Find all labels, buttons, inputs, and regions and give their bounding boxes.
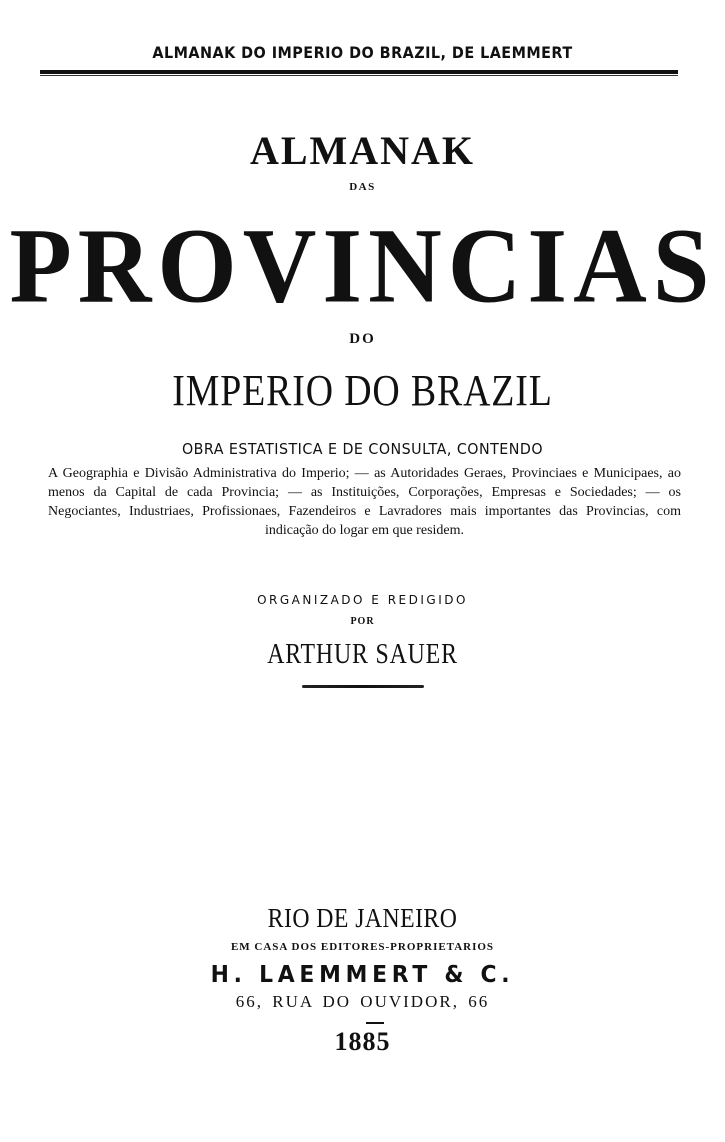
ornamental-rule [302,685,424,688]
imprint-publisher: H. LAEMMERT & C. [210,962,515,988]
imprint-city: RIO DE JANEIRO [267,903,458,933]
running-head: ALMANAK DO IMPERIO DO BRAZIL, DE LAEMMERT [152,43,573,62]
author-name: ARTHUR SAUER [267,639,458,670]
header-rule [40,70,678,74]
subtitle-heading: OBRA ESTATISTICA E DE CONSULTA, CONTENDO [181,440,544,458]
imprint-year: 1885 [334,1027,391,1056]
small-rule [366,1022,384,1024]
title-provincias: PROVINCIAS [9,207,716,326]
por-label: POR [350,616,375,627]
subtitle-body: A Geographia e Divisão Administrativa do Imperio; — as Autoridades Geraes, Provinciaes e Municipaes, ao menos da Capital de cada Provincia; — as Instituições, Corporações, Empresas e Sociedades; — os Negociantes, Industriaes, Profissionaes, Fazendeiros e Lavradores mais importantes das Provincias, com indicação do logar em que residem. [48,466,681,538]
organized-label: ORGANIZADO E REDIGIDO [257,593,468,607]
title-do: DO [349,331,376,347]
title-das: DAS [349,181,376,193]
title-almanak: ALMANAK [249,128,476,173]
imprint-house: EM CASA DOS EDITORES-PROPRIETARIOS [230,941,495,953]
header-rule-thin [40,75,678,76]
title-imperio: IMPERIO DO BRAZIL [172,366,553,415]
imprint-address: 66, RUA DO OUVIDOR, 66 [235,992,490,1011]
